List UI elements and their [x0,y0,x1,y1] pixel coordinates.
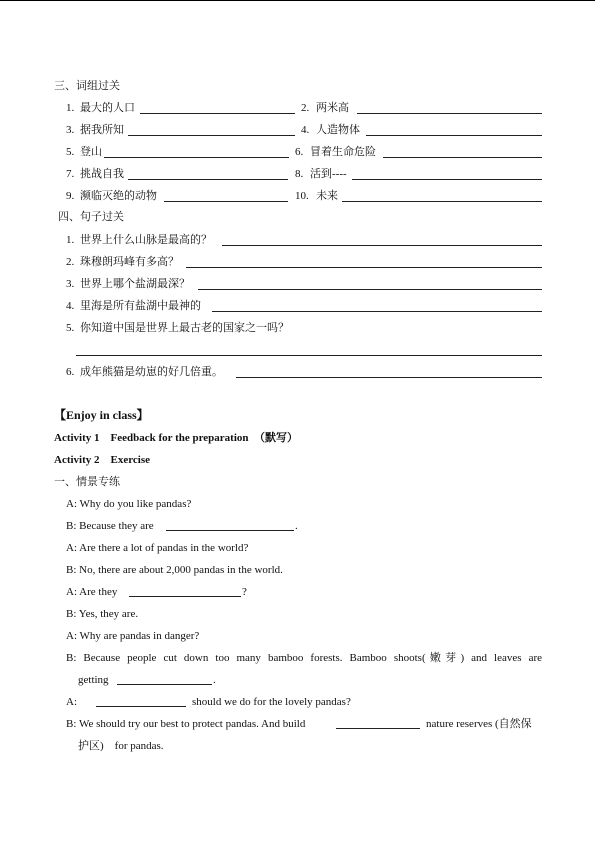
sentence-text: 世界上什么山脉是最高的？ [80,234,212,246]
phrase-num: 5. [66,146,75,158]
dialog-line: getting [78,674,109,686]
answer-blank[interactable] [236,377,542,378]
phrase-text: 登山 [80,146,102,158]
dialog-line: A: Why are pandas in danger? [66,630,200,642]
answer-blank[interactable] [198,289,542,290]
answer-blank[interactable] [96,706,186,707]
sentence-num: 4. [66,300,75,312]
sentence-num: 2. [66,256,75,268]
answer-blank[interactable] [357,113,542,114]
phrase-num: 1. [66,102,75,114]
phrase-text: 挑战自我 [80,168,124,180]
section3-title: 三、词组过关 [54,80,120,92]
answer-blank[interactable] [186,267,542,268]
dialog-line: nature reserves (自然保 [426,718,532,730]
phrase-num: 3. [66,124,75,136]
sentence-text: 世界上哪个盐湖最深？ [80,278,190,290]
phrase-num: 8. [295,168,304,180]
dialog-punct: . [295,520,298,532]
answer-blank[interactable] [342,201,542,202]
sentence-text: 成年熊猫是幼崽的好几倍重。 [80,366,223,378]
dialog-line: A: Are they [66,586,118,598]
dialog-line: 护区) for pandas. [78,740,164,752]
answer-blank[interactable] [352,179,542,180]
dialog-line: B: Yes, they are. [66,608,139,620]
phrase-num: 9. [66,190,75,202]
sentence-num: 6. [66,366,75,378]
answer-blank[interactable] [76,355,542,356]
dialog-line: A: Why do you like pandas? [66,498,192,510]
dialog-line: should we do for the lovely pandas? [192,696,351,708]
section1-title: 一、情景专练 [54,476,120,488]
dialog-line: A: [66,696,77,708]
dialog-line: B: Because they are [66,520,154,532]
phrase-num: 10. [295,190,309,202]
answer-blank[interactable] [212,311,542,312]
answer-blank[interactable] [336,728,420,729]
answer-blank[interactable] [128,135,295,136]
sentence-text: 珠穆朗玛峰有多高？ [80,256,179,268]
answer-blank[interactable] [166,530,294,531]
dialog-line: A: Are there a lot of pandas in the world? [66,542,249,554]
answer-blank[interactable] [222,245,542,246]
answer-blank[interactable] [104,157,289,158]
sentence-num: 3. [66,278,75,290]
answer-blank[interactable] [117,684,212,685]
phrase-text: 濒临灭绝的动物 [80,190,157,202]
phrase-text: 据我所知 [80,124,124,136]
answer-blank[interactable] [140,113,295,114]
dialog-line: B: No, there are about 2,000 pandas in the world. [66,564,283,576]
enjoy-title: 【Enjoy in class】 [54,408,149,422]
activity2-heading: Activity 2 Exercise [54,454,151,466]
section4-title: 四、句子过关 [58,211,124,223]
phrase-text: 活到---- [310,168,347,180]
sentence-num: 1. [66,234,75,246]
answer-blank[interactable] [164,201,288,202]
phrase-text: 人造物体 [316,124,360,136]
top-rule [0,0,595,1]
answer-blank[interactable] [128,179,288,180]
phrase-num: 6. [295,146,304,158]
phrase-text: 冒着生命危险 [310,146,376,158]
sentence-num: 5. [66,322,75,334]
sentence-text: 你知道中国是世界上最古老的国家之一吗？ [80,322,289,334]
phrase-num: 2. [301,102,310,114]
dialog-punct: ? [242,586,247,598]
phrase-text: 两米高 [316,102,349,114]
phrase-num: 7. [66,168,75,180]
phrase-num: 4. [301,124,310,136]
answer-blank[interactable] [366,135,542,136]
dialog-line: B: Because people cut down too many bamboo forests. Bamboo shoots(嫩芽) and leaves are [66,652,542,664]
dialog-line: B: We should try our best to protect pandas. And build [66,718,306,730]
answer-blank[interactable] [383,157,542,158]
activity1-heading: Activity 1 Feedback for the preparation （默写） [54,432,299,444]
dialog-punct: . [213,674,216,686]
phrase-text: 未来 [316,190,338,202]
answer-blank[interactable] [129,596,241,597]
sentence-text: 里海是所有盐湖中最神的 [80,300,201,312]
phrase-text: 最大的人口 [80,102,135,114]
